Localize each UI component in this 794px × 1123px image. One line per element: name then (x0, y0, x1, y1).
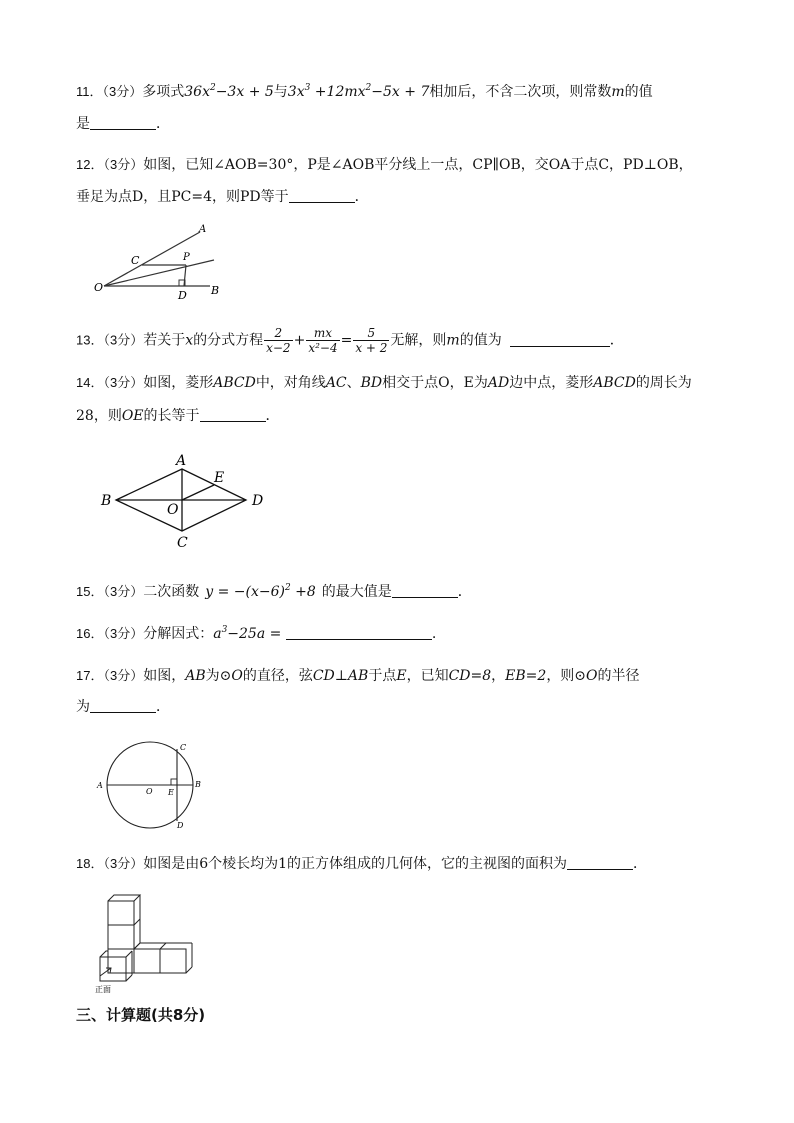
q11-end: ． (156, 116, 170, 132)
q13-number: 13．（3分） (76, 332, 144, 348)
q15-end: ． (457, 584, 472, 600)
q17-var: CD⊥AB (312, 668, 369, 684)
q13-fraction-3: $\frac{5}{x + 2}$ (355, 326, 388, 355)
q14-label-o: O (167, 502, 179, 518)
q12-end: ． (354, 189, 369, 205)
q11-answer-blank[interactable] (90, 115, 156, 130)
q16-number: 16．（3分） (76, 626, 144, 641)
q14-text: 28，则 (76, 408, 122, 424)
q14-text: 边中点，菱形 (509, 375, 594, 391)
q14-label-b: B (101, 493, 112, 509)
q18-answer-blank[interactable] (567, 855, 633, 870)
q14-text: 、 (346, 375, 361, 391)
q17-label-a: A (97, 781, 103, 790)
q18-text: 如图是由6个棱长均为1的正方体组成的几何体，它的主视图的面积为 (143, 856, 568, 872)
q12-label-b: B (211, 284, 220, 297)
q13-end: ． (609, 332, 624, 349)
q17-text: 为 (76, 699, 90, 715)
q18-number: 18．（3分） (76, 856, 144, 871)
q13-line (76, 326, 624, 355)
q17-text: 的半径 (597, 668, 640, 684)
q17-text: ， (491, 668, 506, 684)
q17-label-c: C (180, 743, 187, 752)
q16-end: . (431, 626, 437, 642)
q11-line1 (76, 82, 653, 102)
q14-var: ABCD (213, 375, 256, 391)
q12-label-c: C (131, 254, 140, 267)
q13-op: + (293, 332, 306, 349)
q17-text: 的直径，弦 (242, 668, 313, 684)
q11-expr1: $36x^2-3x + 5$ (184, 83, 274, 100)
q15-text: 二次函数 (143, 584, 200, 600)
q13-text: 的分式方程 (193, 332, 264, 349)
q13-fraction-1: $\frac{2}{x-2}$ (266, 326, 291, 355)
q17-label-d: D (177, 821, 184, 830)
q12-text: 垂足为点D，且PC=4，则PD等于 (76, 189, 289, 205)
q12-label-a: A (199, 224, 207, 235)
q14-text: 的长等于 (143, 408, 200, 424)
q12-label-d: D (178, 289, 187, 302)
q17-label-b: B (195, 780, 201, 789)
q17-label-e: E (168, 788, 174, 797)
q15-expr: $y = -(x-6)^2 +8$ (205, 583, 316, 600)
q17-var: O (231, 668, 243, 684)
q12-label-o: O (94, 281, 104, 294)
q16-expr: $a^3-25a$ = (213, 625, 286, 642)
q14-number: 14．（3分） (76, 375, 144, 390)
q16-line (76, 624, 436, 644)
q12-line2 (76, 187, 369, 207)
q14-var: ABCD (593, 375, 636, 391)
q14-text: 如图，菱形 (143, 375, 214, 391)
q18-label-front: 正面 (95, 985, 111, 994)
q17-text: ，已知 (406, 668, 449, 684)
q11-line2 (76, 114, 170, 134)
q13-answer-blank[interactable] (510, 332, 610, 347)
q17-line2 (76, 697, 170, 717)
q17-text: 为⊙ (205, 668, 232, 684)
q14-label-c: C (177, 535, 188, 551)
q17-figure (92, 740, 212, 832)
q17-text: ，则⊙ (546, 668, 587, 684)
q17-var: E (396, 668, 407, 684)
q11-expr2: $3x^3 +12mx^2-5x + 7$ (287, 83, 430, 100)
q17-end: ． (156, 699, 170, 715)
q14-var: OE (121, 408, 144, 424)
q17-line1 (76, 666, 640, 686)
q12-label-p: P (183, 252, 190, 263)
q11-text: 是 (76, 116, 90, 132)
q12-text: 如图，已知∠AOB=30°，P是∠AOB平分线上一点，CP∥OB，交OA于点C，PD⊥OB， (143, 157, 693, 173)
q12-answer-blank[interactable] (289, 188, 355, 203)
q15-text: 的最大值是 (321, 584, 392, 600)
q11-text: 与 (273, 84, 288, 100)
q13-text: 若关于 (143, 332, 186, 349)
q13-fraction-2: $\frac{mx}{\text{x²−4}}$ (308, 326, 338, 355)
q13-var: m (446, 332, 460, 349)
q11-number: 11．（3分） (76, 84, 143, 99)
section-heading-3: 三、计算题(共8分) (76, 1006, 206, 1024)
q14-text: 相交于点O，E为 (382, 375, 488, 391)
q14-var: AC (325, 375, 347, 391)
q14-label-a: A (176, 453, 187, 469)
q18-line (76, 854, 647, 874)
q14-answer-blank[interactable] (200, 407, 266, 422)
q17-var: CD=8 (448, 668, 492, 684)
q13-op: = (340, 332, 353, 349)
q12-number: 12．（3分） (76, 157, 144, 172)
q14-text: 中，对角线 (255, 375, 326, 391)
q18-end: ． (633, 856, 648, 872)
q17-answer-blank[interactable] (90, 698, 156, 713)
q14-label-d: D (252, 493, 264, 509)
q17-var: EB=2 (505, 668, 547, 684)
q12-line1 (76, 155, 693, 175)
q11-text: 的值 (624, 84, 653, 100)
q16-text: 分解因式： (143, 626, 214, 642)
q14-end: ． (265, 408, 280, 424)
q15-number: 15．（3分） (76, 584, 144, 599)
q14-line2 (76, 406, 280, 426)
q14-var: BD (360, 375, 383, 391)
q13-text: 的值为 (459, 332, 502, 349)
q14-line1 (76, 373, 692, 393)
q14-var: AD (487, 375, 510, 391)
q12-figure (88, 222, 228, 302)
q13-text: 无解，则 (390, 332, 447, 349)
q18-figure (92, 888, 196, 994)
q17-text: 如图， (143, 668, 186, 684)
q11-text: 相加后，不含二次项，则常数 (429, 84, 612, 100)
q14-figure (96, 450, 276, 554)
q13-var: x (185, 332, 194, 349)
q17-var: O (586, 668, 598, 684)
q15-line (76, 582, 472, 602)
q17-number: 17．（3分） (76, 668, 144, 683)
q17-label-o: O (146, 787, 153, 796)
q14-label-e: E (214, 470, 225, 486)
q11-text: 多项式 (142, 84, 185, 100)
q11-var: m (611, 84, 625, 100)
q17-text: 于点 (368, 668, 397, 684)
q15-answer-blank[interactable] (392, 583, 458, 598)
q16-answer-blank[interactable] (286, 625, 432, 640)
q14-text: 的周长为 (635, 375, 692, 391)
q17-var: AB (185, 668, 206, 684)
